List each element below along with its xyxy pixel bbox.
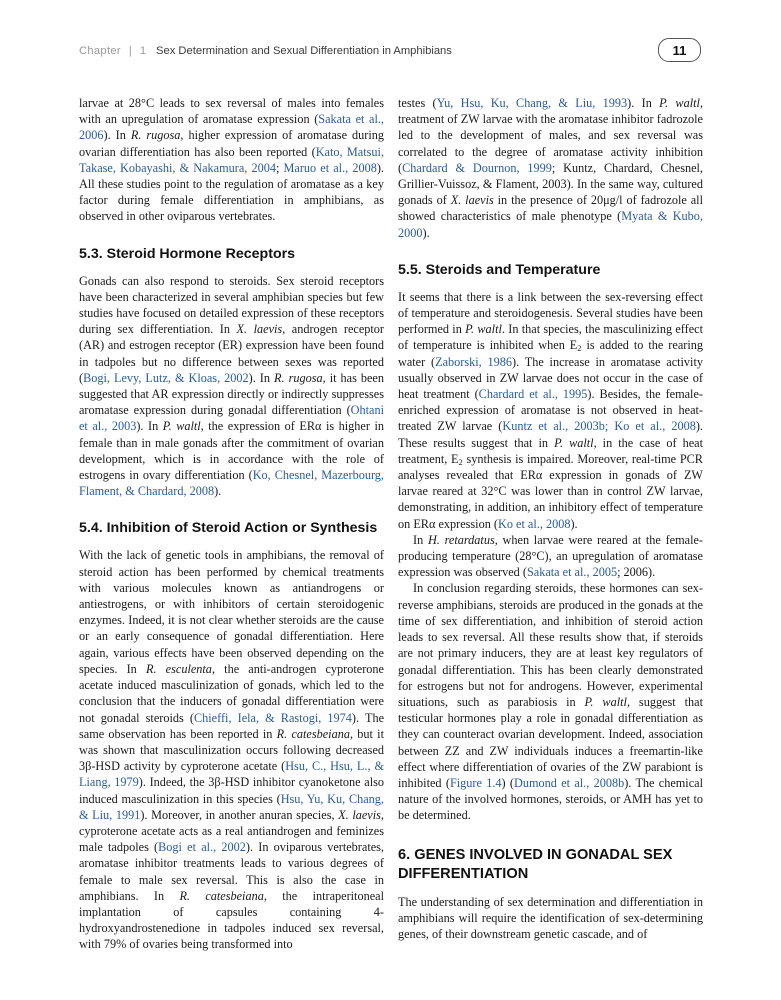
species-name: R. esculenta <box>145 661 212 676</box>
text-run: ). In oviparous vertebrates, aromatase inhibitor treatments leads to various degrees of female to male sex reversal. This is also the case in amphibians. In <box>79 840 384 903</box>
species-name: P. waltl <box>584 694 627 709</box>
right-column <box>398 95 703 942</box>
text-run: ). In <box>627 96 660 110</box>
text-run: In conclusion regarding steroids, these hormones can sex-reverse amphibians, steroids are produced in the gonads at the time of sex differentiation, and inhibition of steroid action leads to sex reversal. All these results show that, if steroids are not primary inducers, they are at least key regulators of gonadal differentiation. This has been clearly demonstrated for estrogens but not for androgens. However, experimental situations, such as parabiosis in <box>398 581 703 709</box>
citation-link[interactable]: Bogi et al., 2002 <box>158 840 246 855</box>
species-name: R. rugosa <box>130 128 181 143</box>
text-run: ). <box>422 225 430 240</box>
citation-link[interactable]: Chardard & Dournon, 1999 <box>402 160 552 175</box>
text-run: ). Besides, the female-enriched expression of aromatase is not observed in heat-treated ZW larvae ( <box>398 387 703 434</box>
text-run: ). These results suggest that in <box>398 419 703 450</box>
section-heading: 6. GENES INVOLVED IN GONADAL SEX DIFFERENTIATION <box>398 846 673 882</box>
citation-link[interactable]: Bogi, Levy, Lutz, & Kloas, 2002 <box>83 370 249 385</box>
species-name: R. rugosa <box>274 370 323 385</box>
text-run: , but it was shown that masculinization occurs following decreased 3β-HSD activity by cyproterone acetate ( <box>79 726 384 774</box>
text-run: , treatment of ZW larvae with the aromatase inhibitor fadrozole led to the development of males, and sex reversal was correlated to the degree of aromatase activity inhibition ( <box>398 96 703 175</box>
text-run: , when larvae were reared at the female-producing temperature (28°C), an upregulation of aromatase expression was observed ( <box>398 532 703 580</box>
text-run: , the expression of ERα is higher in female than in male gonads after the commitment of ovarian development, which is in accordance with the role of estrogens in ovary differentiation ( <box>79 419 384 483</box>
text-run: , the intraperitoneal implantation of capsules containing 4-hydroxyandrostenedione in tadpoles induced sex reversal, with 79% of ovaries being transformed into <box>79 888 384 952</box>
paragraph <box>79 547 384 952</box>
text-run: in the presence of 20μg/l of fadrozole all showed characteristics of male phenotype ( <box>398 193 703 224</box>
page-number: 11 <box>658 38 701 62</box>
paragraph <box>398 532 703 581</box>
section-heading: 5.4. Inhibition of Steroid Action or Synthesis <box>79 520 378 537</box>
citation-link[interactable]: Zaborski, 1986 <box>435 354 512 369</box>
running-head <box>79 38 781 64</box>
text-run: synthesis is impaired. Moreover, real-time PCR analyses revealed that ERα expression in gonads of ZW larvae reared at 32°C was lower than in control ZW larvae, demonstrating, in addition, an inhibitory effect of temperature on ERα expression ( <box>398 451 703 531</box>
text-run: ) ( <box>501 775 515 790</box>
citation-link[interactable]: Kato, Matsui, Takase, Kobayashi, & Nakamura, 2004 <box>79 144 385 175</box>
text-run: , cyproterone acetate acts as a real antiandrogen and feminizes male tadpoles ( <box>79 807 384 855</box>
citation-link[interactable]: Hsu, Yu, Ku, Chang, & Liu, 1991 <box>79 791 384 822</box>
citation-link[interactable]: Kuntz et al., 2003b; Ko et al., 2008 <box>502 419 696 434</box>
chapter-number: 1 <box>139 45 147 57</box>
text-run: ). In <box>103 128 131 143</box>
citation-link[interactable]: Figure 1.4 <box>449 775 502 790</box>
text-run: is added to the rearing water ( <box>398 338 703 369</box>
citation-link[interactable]: Dumond et al., 2008b <box>514 775 625 790</box>
citation-link[interactable]: Chardard et al., 1995 <box>478 387 588 402</box>
text-run: With the lack of genetic tools in amphibians, the removal of steroid action has been performed by chemical treatments with various molecules known as antiandrogens or antiestrogens, or with inhibitors of certain steroidogenic enzymes. Indeed, it is not clear whether steroids are the cause or an early consequence of gonadal differentiation. Here again, various effects have been observed depending on the species. In <box>79 548 384 676</box>
text-run: It seems that there is a link between the sex-reversing effect of temperature and steroidogenesis. Several studies have been performed in <box>398 289 703 337</box>
paragraph <box>398 580 703 823</box>
text-run: larvae at 28°C leads to sex reversal of males into females with an upregulation of aromatase expression ( <box>79 96 384 127</box>
citation-link[interactable]: Yu, Hsu, Ku, Chang, & Liu, 1993 <box>436 96 628 110</box>
text-run: ). All these studies point to the regulation of aromatase as a key factor during female differentiation in amphibians, as observed in other oviparous vertebrates. <box>79 160 384 224</box>
species-name: P. waltl <box>659 96 700 110</box>
text-run: The understanding of sex determination and differentiation in amphibians will require the identification of sex-determining genes, of their downstream genetic cascade, and of <box>398 894 703 941</box>
paragraph <box>398 289 703 532</box>
species-name: H. retardatus <box>427 532 495 547</box>
text-run: , suggest that testicular hormones play a role in gonadal differentiation as they can counteract ovarian development. Indeed, association between ZZ and ZW individuals induces a freemartin-like effect where differentiation of ovaries of the ZW parabiont is inhibited ( <box>398 694 703 790</box>
paragraph <box>79 95 384 225</box>
paragraph <box>398 95 703 241</box>
section-heading: 5.3. Steroid Hormone Receptors <box>79 245 296 262</box>
left-column <box>79 95 384 953</box>
text-run: ; <box>275 160 284 175</box>
citation-link[interactable]: Sakata et al., 2005 <box>526 565 618 580</box>
citation-link[interactable]: Hsu, C., Hsu, L., & Liang, 1979 <box>79 759 384 790</box>
species-name: P. waltl <box>465 322 502 337</box>
citation-link[interactable]: Ko, Chesnel, Mazerbourg, Flament, & Chardard, 2008 <box>79 468 384 499</box>
text-run: ; Kuntz, Chardard, Chesnel, Grillier-Vuissoz, & Flament, 2003). In the same way, cultured gonads of <box>398 160 703 208</box>
text-run: ). Indeed, the 3β-HSD inhibitor cyanoketone also induced masculinization in this species ( <box>79 775 384 806</box>
species-name: X. laevis <box>450 193 494 208</box>
section-heading: 5.5. Steroids and Temperature <box>398 261 601 278</box>
subscript: 2 <box>577 343 582 354</box>
text-run: , it has been suggested that AR expression directly or indirectly suppresses aromatase expression during gonadal differentiation ( <box>79 370 384 418</box>
citation-link[interactable]: Sakata et al., 2006 <box>79 112 384 143</box>
text-run: ). <box>214 484 222 499</box>
citation-link[interactable]: Maruo et al., 2008 <box>283 160 377 175</box>
header-separator: | <box>128 45 132 57</box>
species-name: R. catesbeiana <box>179 888 264 903</box>
paragraph <box>398 894 703 943</box>
paragraph <box>79 273 384 500</box>
citation-link[interactable]: Ohtani et al., 2003 <box>79 403 384 434</box>
citation-link[interactable]: Myata & Kubo, 2000 <box>398 209 703 240</box>
text-run: . In that species, the masculinizing effect of temperature is inhibited when E <box>398 322 703 353</box>
text-run: , in the case of heat treatment, E <box>398 435 703 466</box>
text-run: , the anti-androgen cyproterone acetate induced masculinization of gonads, which led to the conclusion that the inducers of gonadal differentiation were not gonadal steroids ( <box>79 661 384 725</box>
text-run: ). In <box>248 370 275 385</box>
species-name: R. catesbeiana <box>276 726 350 741</box>
text-run: , androgen receptor (AR) and estrogen receptor (ER) expression have been found in tadpoles but no difference between sexes was reported ( <box>79 322 385 385</box>
text-run: ). In <box>136 419 163 434</box>
citation-link[interactable]: Chieffi, Iela, & Rastogi, 1974 <box>193 710 352 725</box>
text-run: ; 2006). <box>617 565 656 580</box>
text-run: ). The increase in aromatase activity usually observed in ZW larvae does not occur in the case of heat treatment ( <box>398 354 703 402</box>
species-name: X. laevis <box>338 807 381 822</box>
text-run: ). The same observation has been reported in <box>79 710 385 741</box>
citation-link[interactable]: Ko et al., 2008 <box>497 516 571 531</box>
text-run: testes ( <box>398 96 437 110</box>
species-name: X. laevis <box>236 322 283 337</box>
chapter-title: Sex Determination and Sexual Differentiation in Amphibians <box>156 45 452 57</box>
chapter-label: Chapter <box>79 45 121 57</box>
text-run: Gonads can also respond to steroids. Sex steroid receptors have been characterized in several amphibian species but few studies have focused on detailed expression of these receptors during sex differentiation. In <box>79 273 384 337</box>
subscript: 2 <box>458 456 463 467</box>
text-run: ). The chemical nature of the involved hormones, steroids, or AMH has yet to be determined. <box>398 775 703 823</box>
text-run: ). <box>570 516 578 531</box>
text-run: ). Moreover, in another anuran species, <box>140 807 339 822</box>
species-name: P. waltl <box>162 419 201 434</box>
text-run: , higher expression of aromatase during ovarian differentiation has also been reported ( <box>79 128 384 159</box>
species-name: P. waltl <box>554 435 594 450</box>
text-run: In <box>413 532 428 547</box>
